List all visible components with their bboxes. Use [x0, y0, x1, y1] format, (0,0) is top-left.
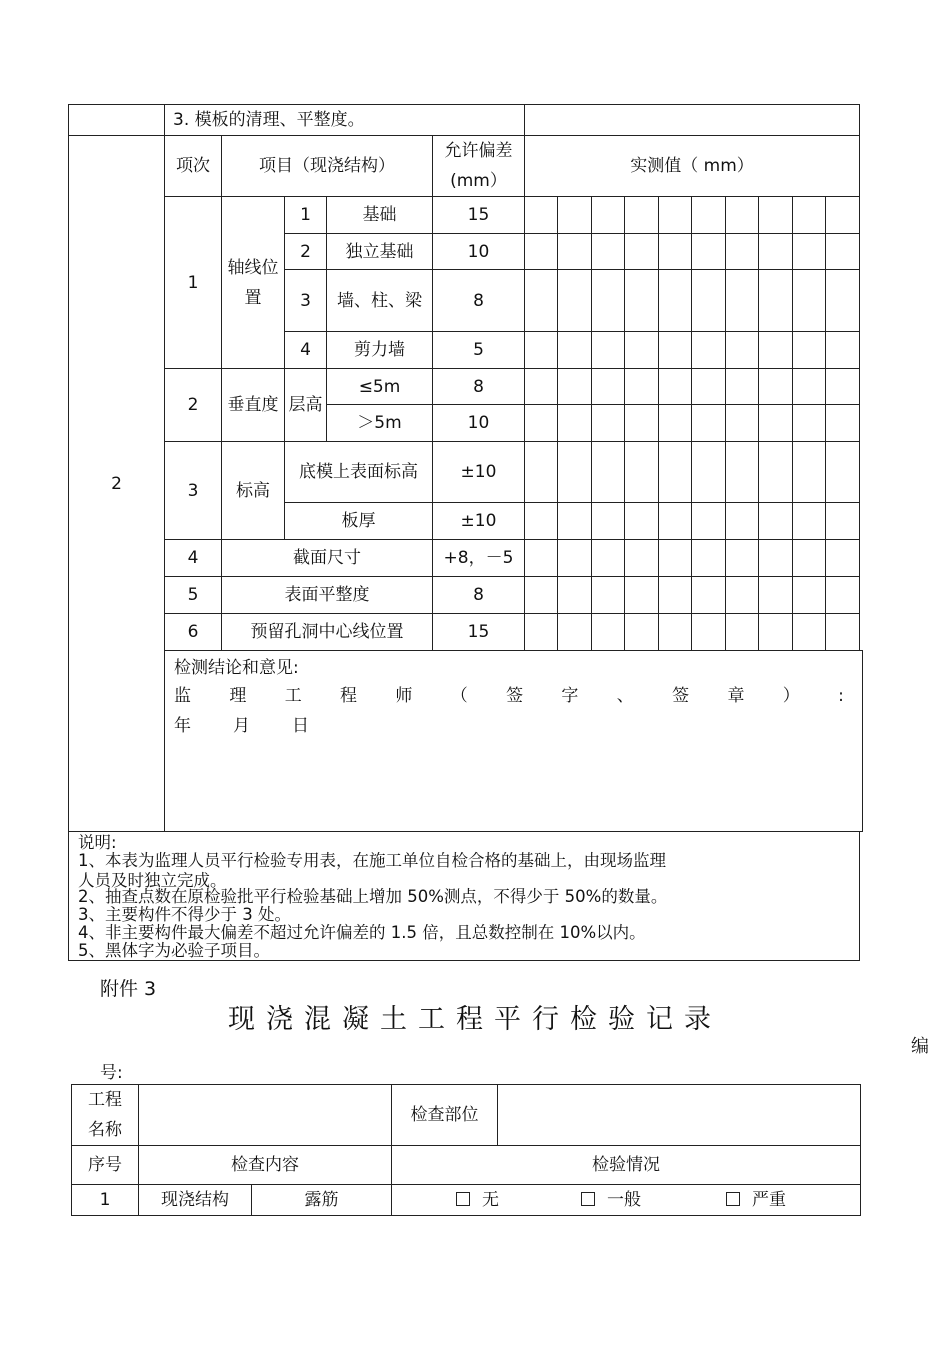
location-label: 检查部位 [392, 1085, 498, 1146]
conclusion-label: 检测结论和意见: [174, 658, 299, 678]
remarks-line: 人员及时独立完成。 [78, 871, 227, 890]
option-none[interactable]: 无 [456, 1185, 499, 1215]
header-tolerance: 允许偏差(mm） [433, 136, 525, 197]
result-label: 检验情况 [392, 1146, 861, 1185]
remarks-line: 4、非主要构件最大偏差不超过允许偏差的 1.5 倍，且总数控制在 10%以内。 [78, 923, 646, 942]
measured-value-cell[interactable] [625, 503, 659, 540]
row-tolerance: ±10 [433, 503, 525, 540]
conclusion-cell[interactable] [165, 651, 863, 832]
measured-value-cell[interactable] [726, 369, 759, 405]
row-tolerance: 15 [433, 614, 525, 651]
measured-value-cell[interactable] [625, 332, 659, 369]
row-seq: 1 [72, 1185, 139, 1216]
date-char: 年 [174, 716, 191, 736]
measured-value-cell[interactable] [625, 442, 659, 503]
supervisor-char: 工 [284, 686, 302, 706]
row-item: 剪力墙 [327, 332, 433, 369]
supervisor-char: 字 [561, 686, 579, 706]
measured-value-cell[interactable] [692, 332, 726, 369]
row-item: ≤5m [327, 369, 433, 405]
header-measured: 实测值（ mm） [525, 136, 860, 197]
measured-value-cell[interactable] [625, 577, 659, 614]
measured-value-cell[interactable] [793, 332, 826, 369]
measured-value-cell[interactable] [525, 270, 558, 332]
row-item: 基础 [327, 197, 433, 234]
measured-value-cell[interactable] [525, 405, 558, 442]
remarks-line: 1、本表为监理人员平行检验专用表，在施工单位自检合格的基础上，由现场监理 [78, 851, 666, 870]
row-tolerance: 5 [433, 332, 525, 369]
measured-value-cell[interactable] [558, 540, 592, 577]
row-item: 截面尺寸 [222, 540, 433, 577]
supervisor-char: 程 [340, 686, 358, 706]
row-category: 标高 [222, 442, 285, 540]
measured-value-cell[interactable] [659, 405, 692, 442]
measured-value-cell[interactable] [726, 577, 759, 614]
measured-value-cell[interactable] [592, 332, 625, 369]
row-item: 露筋 [252, 1185, 392, 1216]
row-seq: 2 [165, 369, 222, 442]
measured-value-cell[interactable] [558, 270, 592, 332]
measured-value-cell[interactable] [525, 369, 558, 405]
measured-value-cell[interactable] [592, 197, 625, 234]
measured-value-cell[interactable] [692, 577, 726, 614]
row-sub-no: 1 [285, 197, 327, 234]
measured-value-cell[interactable] [826, 405, 860, 442]
measured-value-cell[interactable] [726, 614, 759, 651]
measured-value-cell[interactable] [625, 614, 659, 651]
measured-value-cell[interactable] [793, 405, 826, 442]
measured-value-cell[interactable] [592, 503, 625, 540]
measured-value-cell[interactable] [525, 332, 558, 369]
row-seq: 5 [165, 577, 222, 614]
measured-value-cell[interactable] [558, 234, 592, 270]
supervisor-char: 签 [672, 686, 690, 706]
measured-value-cell[interactable] [659, 503, 692, 540]
measured-value-cell[interactable] [625, 540, 659, 577]
measured-value-cell[interactable] [759, 197, 793, 234]
measured-value-cell[interactable] [793, 369, 826, 405]
measured-value-cell[interactable] [525, 577, 558, 614]
measured-value-cell[interactable] [592, 442, 625, 503]
measured-value-cell[interactable] [826, 197, 860, 234]
blank-cell [69, 105, 165, 136]
date-char: 日 [292, 716, 309, 736]
row-item: 板厚 [285, 503, 433, 540]
remarks-cell [69, 832, 860, 961]
parallel-inspection-table [68, 104, 863, 961]
measured-value-cell[interactable] [625, 369, 659, 405]
measured-value-cell[interactable] [692, 197, 726, 234]
remarks-line: 2、抽查点数在原检验批平行检验基础上增加 50%测点，不得少于 50%的数量。 [78, 887, 668, 906]
measured-value-cell[interactable] [558, 614, 592, 651]
row-category: 现浇结构 [139, 1185, 252, 1216]
measured-value-cell[interactable] [759, 234, 793, 270]
measured-value-cell[interactable] [726, 503, 759, 540]
measured-value-cell[interactable] [726, 540, 759, 577]
row-sub-no: 4 [285, 332, 327, 369]
row-item: 底模上表面标高 [285, 442, 433, 503]
row-seq: 3 [165, 442, 222, 540]
measured-value-cell[interactable] [525, 503, 558, 540]
concrete-inspection-record-table [71, 1084, 861, 1216]
supervisor-char: 师 [395, 686, 413, 706]
measured-value-cell[interactable] [592, 234, 625, 270]
measured-value-cell[interactable] [692, 614, 726, 651]
row-item: 预留孔洞中心线位置 [222, 614, 433, 651]
remarks-line: 3、主要构件不得少于 3 处。 [78, 905, 291, 924]
date-line [174, 711, 309, 741]
measured-value-cell[interactable] [759, 270, 793, 332]
row-seq: 4 [165, 540, 222, 577]
row-item: 墙、柱、梁 [327, 270, 433, 332]
measured-value-cell[interactable] [592, 577, 625, 614]
measured-value-cell[interactable] [759, 369, 793, 405]
remarks-line: 说明: [78, 833, 117, 852]
measured-value-cell[interactable] [826, 369, 860, 405]
measured-value-cell[interactable] [659, 197, 692, 234]
measured-value-cell[interactable] [759, 442, 793, 503]
row-tolerance: 8 [433, 270, 525, 332]
measured-value-cell[interactable] [692, 234, 726, 270]
measured-value-cell[interactable] [592, 369, 625, 405]
measured-value-cell[interactable] [525, 614, 558, 651]
header-seq: 项次 [165, 136, 222, 197]
content-label: 检查内容 [139, 1146, 392, 1185]
measured-value-cell[interactable] [793, 442, 826, 503]
measured-value-cell[interactable] [759, 540, 793, 577]
checkbox-icon[interactable] [581, 1192, 595, 1206]
header-item: 项目（现浇结构） [222, 136, 433, 197]
supervisor-char: （ [450, 686, 468, 706]
supervisor-char: 、 [616, 686, 634, 706]
page-title: 现浇混凝土工程平行检验记录 [228, 1004, 722, 1035]
measured-value-cell[interactable] [592, 614, 625, 651]
option-moderate[interactable]: 一般 [581, 1185, 641, 1215]
measured-value-cell[interactable] [692, 540, 726, 577]
measured-value-cell[interactable] [726, 405, 759, 442]
measured-value-cell[interactable] [625, 234, 659, 270]
measured-value-cell[interactable] [558, 369, 592, 405]
measured-value-cell[interactable] [592, 270, 625, 332]
measured-value-cell[interactable] [592, 540, 625, 577]
measured-value-cell[interactable] [726, 270, 759, 332]
measured-value-cell[interactable] [826, 270, 860, 332]
measured-value-cell[interactable] [793, 270, 826, 332]
measured-value-cell[interactable] [558, 405, 592, 442]
row-tolerance: ±10 [433, 442, 525, 503]
row-seq: 6 [165, 614, 222, 651]
measured-value-cell[interactable] [659, 332, 692, 369]
measured-value-cell[interactable] [726, 197, 759, 234]
attachment-label: 附件 3 [100, 978, 157, 1000]
measured-value-cell[interactable] [659, 270, 692, 332]
measured-value-cell[interactable] [759, 577, 793, 614]
result-options [392, 1185, 861, 1216]
measured-value-cell[interactable] [625, 197, 659, 234]
measured-value-cell[interactable] [793, 503, 826, 540]
measured-value-cell[interactable] [759, 332, 793, 369]
measured-value-cell[interactable] [692, 369, 726, 405]
measured-value-cell[interactable] [759, 503, 793, 540]
supervisor-char: ） [782, 686, 800, 706]
measured-value-cell[interactable] [793, 540, 826, 577]
measured-value-cell[interactable] [726, 332, 759, 369]
measured-value-cell[interactable] [525, 197, 558, 234]
item-3-value-cell[interactable] [525, 105, 860, 136]
row-category: 垂直度 [222, 369, 285, 442]
measured-value-cell[interactable] [659, 369, 692, 405]
row-tolerance: 15 [433, 197, 525, 234]
measured-value-cell[interactable] [558, 197, 592, 234]
measured-value-cell[interactable] [659, 614, 692, 651]
checkbox-icon[interactable] [456, 1192, 470, 1206]
measured-value-cell[interactable] [558, 332, 592, 369]
measured-value-cell[interactable] [558, 503, 592, 540]
measured-value-cell[interactable] [826, 577, 860, 614]
supervisor-char: 章 [727, 686, 745, 706]
measured-value-cell[interactable] [692, 503, 726, 540]
supervisor-char: 监 [174, 686, 191, 706]
row-item: 独立基础 [327, 234, 433, 270]
supervisor-signature-line [165, 681, 862, 711]
row-tolerance: +8，－5 [433, 540, 525, 577]
measured-value-cell[interactable] [826, 540, 860, 577]
measured-value-cell[interactable] [793, 614, 826, 651]
row-tolerance: 8 [433, 369, 525, 405]
measured-value-cell[interactable] [625, 270, 659, 332]
date-char: 月 [233, 716, 250, 736]
supervisor-char: 签 [506, 686, 524, 706]
measured-value-cell[interactable] [826, 614, 860, 651]
measured-value-cell[interactable] [793, 234, 826, 270]
row-item: 表面平整度 [222, 577, 433, 614]
measured-value-cell[interactable] [525, 540, 558, 577]
measured-value-cell[interactable] [659, 442, 692, 503]
item-3-text: 3. 模板的清理、平整度。 [165, 105, 525, 136]
location-value[interactable] [498, 1085, 861, 1146]
checkbox-icon[interactable] [726, 1192, 740, 1206]
seq-label: 序号 [72, 1146, 139, 1185]
row-seq: 1 [165, 197, 222, 369]
measured-value-cell[interactable] [793, 197, 826, 234]
option-severe[interactable]: 严重 [726, 1185, 786, 1215]
row-item: ＞5m [327, 405, 433, 442]
row-sub-no: 2 [285, 234, 327, 270]
measured-value-cell[interactable] [659, 540, 692, 577]
measured-value-cell[interactable] [826, 503, 860, 540]
measured-value-cell[interactable] [726, 442, 759, 503]
measured-value-cell[interactable] [692, 405, 726, 442]
row-tolerance: 8 [433, 577, 525, 614]
measured-value-cell[interactable] [793, 577, 826, 614]
row-sub-no: 3 [285, 270, 327, 332]
measured-value-cell[interactable] [692, 442, 726, 503]
measured-value-cell[interactable] [525, 234, 558, 270]
supervisor-char: 理 [229, 686, 247, 706]
measured-value-cell[interactable] [659, 234, 692, 270]
measured-value-cell[interactable] [826, 442, 860, 503]
project-name-label: 工程名称 [72, 1085, 139, 1146]
row-tolerance: 10 [433, 234, 525, 270]
code-label-2: 号: [100, 1063, 123, 1083]
measured-value-cell[interactable] [759, 405, 793, 442]
measured-value-cell[interactable] [759, 614, 793, 651]
measured-value-cell[interactable] [826, 332, 860, 369]
code-label-1: 编 [911, 1036, 929, 1057]
measured-value-cell[interactable] [625, 405, 659, 442]
measured-value-cell[interactable] [726, 234, 759, 270]
project-name-value[interactable] [139, 1085, 392, 1146]
measured-value-cell[interactable] [558, 577, 592, 614]
measured-value-cell[interactable] [558, 442, 592, 503]
supervisor-char: : [838, 686, 844, 706]
measured-value-cell[interactable] [525, 442, 558, 503]
measured-value-cell[interactable] [826, 234, 860, 270]
row-category: 轴线位置 [222, 197, 285, 369]
remarks-line: 5、黑体字为必验子项目。 [78, 941, 270, 960]
measured-value-cell[interactable] [659, 577, 692, 614]
measured-value-cell[interactable] [692, 270, 726, 332]
group-number: 2 [69, 136, 165, 832]
row-tolerance: 10 [433, 405, 525, 442]
measured-value-cell[interactable] [592, 405, 625, 442]
row-sub-label: 层高 [285, 369, 327, 442]
